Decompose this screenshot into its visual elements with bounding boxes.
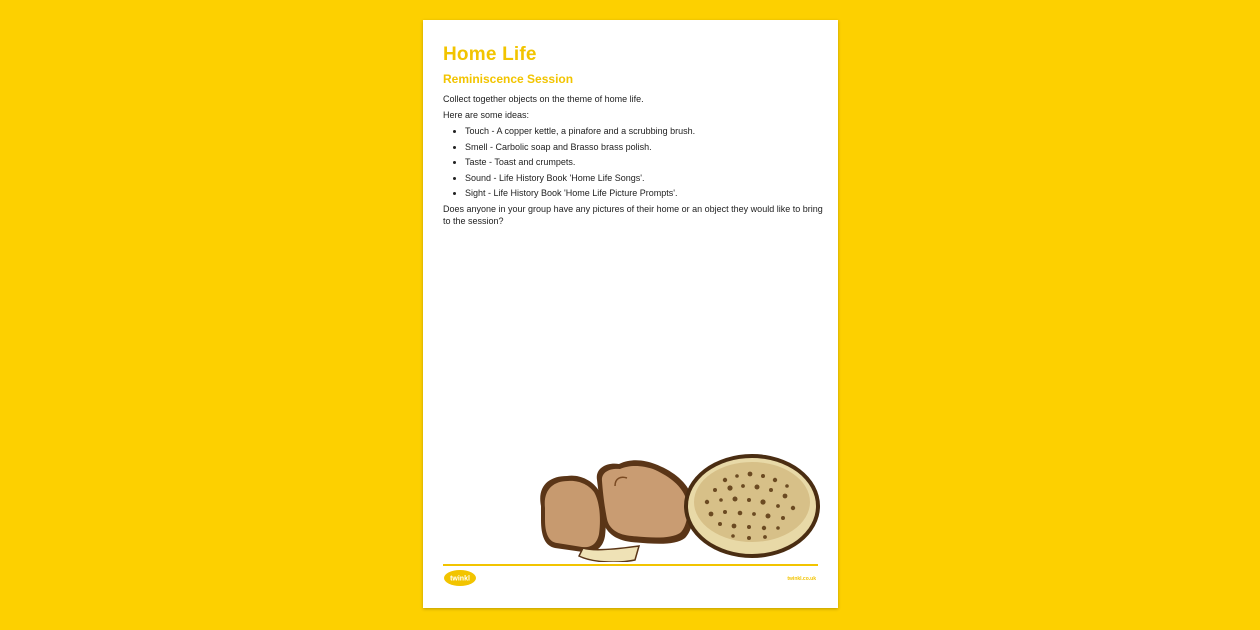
closing-paragraph: Does anyone in your group have any pictures of their home or an object they would like to bring to the session? [443, 203, 823, 226]
intro-paragraph: Collect together objects on the theme of home life. [443, 94, 644, 104]
crumpet-icon [684, 454, 820, 558]
page-title: Home Life [443, 44, 537, 65]
footer-divider [443, 564, 818, 566]
footer-website-link[interactable]: twinkl.co.uk [787, 576, 816, 582]
worksheet-page [423, 20, 838, 608]
idea-item: • Taste - Toast and crumpets. [465, 156, 823, 168]
idea-item: • Sound - Life History Book 'Home Life Songs'. [465, 172, 823, 184]
toast-and-crumpet-illustration [535, 450, 825, 562]
twinkl-logo [443, 569, 477, 587]
ideas-list [443, 125, 823, 199]
toast-slice-front-icon [597, 460, 694, 544]
page-subtitle: Reminiscence Session [443, 72, 574, 86]
idea-item: • Sight - Life History Book 'Home Life Picture Prompts'. [465, 187, 823, 199]
idea-item: • Smell - Carbolic soap and Brasso brass polish. [465, 141, 823, 153]
svg-text:twinkl: twinkl [450, 575, 470, 583]
idea-item: • Touch - A copper kettle, a pinafore and a scrubbing brush. [465, 125, 823, 137]
ideas-heading: Here are some ideas: [443, 110, 530, 120]
body-text [443, 93, 823, 231]
